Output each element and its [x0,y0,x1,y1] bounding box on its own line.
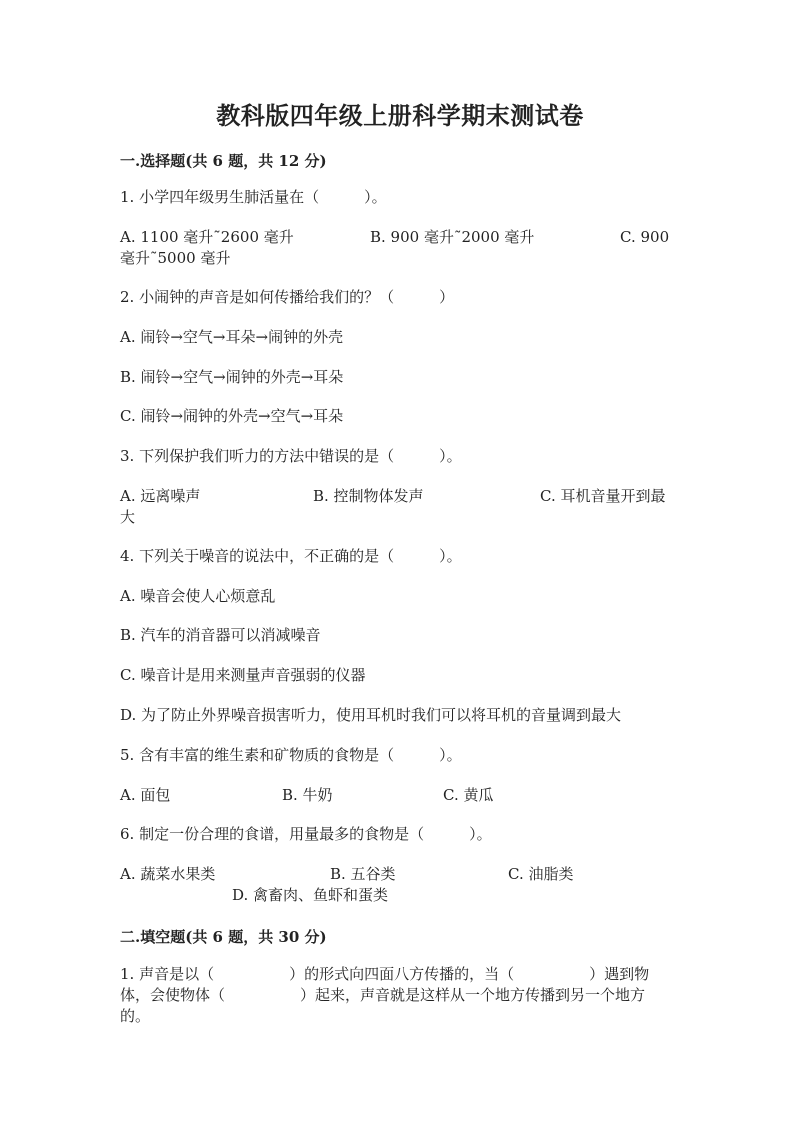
question-stem: 2. 小闹钟的声音是如何传播给我们的？（ ） [120,288,455,306]
option-b: B. 汽车的消音器可以消减噪音 [120,626,321,644]
option-c: C. 油脂类 [508,865,574,883]
option-a: A. 远离噪声 [120,487,201,505]
question-stem: 1. 小学四年级男生肺活量在（ ）。 [120,188,387,206]
option-c: C. 耳机音量开到最 [540,487,666,505]
option-c: C. 噪音计是用来测量声音强弱的仪器 [120,666,366,684]
option-d: D. 禽畜肉、鱼虾和蛋类 [232,886,389,904]
question-stem: 5. 含有丰富的维生素和矿物质的食物是（ ）。 [120,746,462,764]
option-b: B. 900 毫升˜2000 毫升 [370,228,535,246]
section-heading-choice: 一.选择题(共 6 题，共 12 分) [120,152,327,170]
question-stem: 4. 下列关于噪音的说法中，不正确的是（ ）。 [120,547,462,565]
question-stem: 6. 制定一份合理的食谱，用量最多的食物是（ ）。 [120,825,492,843]
option-b: B. 五谷类 [330,865,396,883]
option-b: B. 牛奶 [282,786,333,804]
question-stem: 3. 下列保护我们听力的方法中错误的是（ ）。 [120,447,462,465]
option-c: C. 闹铃→闹钟的外壳→空气→耳朵 [120,407,344,425]
option-c: C. 黄瓜 [443,786,494,804]
fill-question-line: 体，会使物体（ ）起来，声音就是这样从一个地方传播到另一个地方 [120,986,646,1004]
fill-question-line: 的。 [120,1007,151,1025]
option-a: A. 噪音会使人心烦意乱 [120,587,276,605]
option-a: A. 1100 毫升˜2600 毫升 [120,228,294,246]
option-d: D. 为了防止外界噪音损害听力，使用耳机时我们可以将耳机的音量调到最大 [120,706,622,724]
option-a: A. 闹铃→空气→耳朵→闹钟的外壳 [120,328,344,346]
option-b: B. 闹铃→空气→闹钟的外壳→耳朵 [120,368,344,386]
option-c-continued: 大 [120,508,136,526]
fill-question-line: 1. 声音是以（ ）的形式向四面八方传播的，当（ ）遇到物 [120,965,650,983]
option-c-continued: 毫升˜5000 毫升 [120,249,231,267]
section-heading-fill-blank: 二.填空题(共 6 题，共 30 分) [120,928,327,946]
page-title: 教科版四年级上册科学期末测试卷 [216,101,584,130]
option-b: B. 控制物体发声 [313,487,424,505]
option-c: C. 900 [620,228,670,246]
option-a: A. 蔬菜水果类 [120,865,216,883]
option-a: A. 面包 [120,786,171,804]
